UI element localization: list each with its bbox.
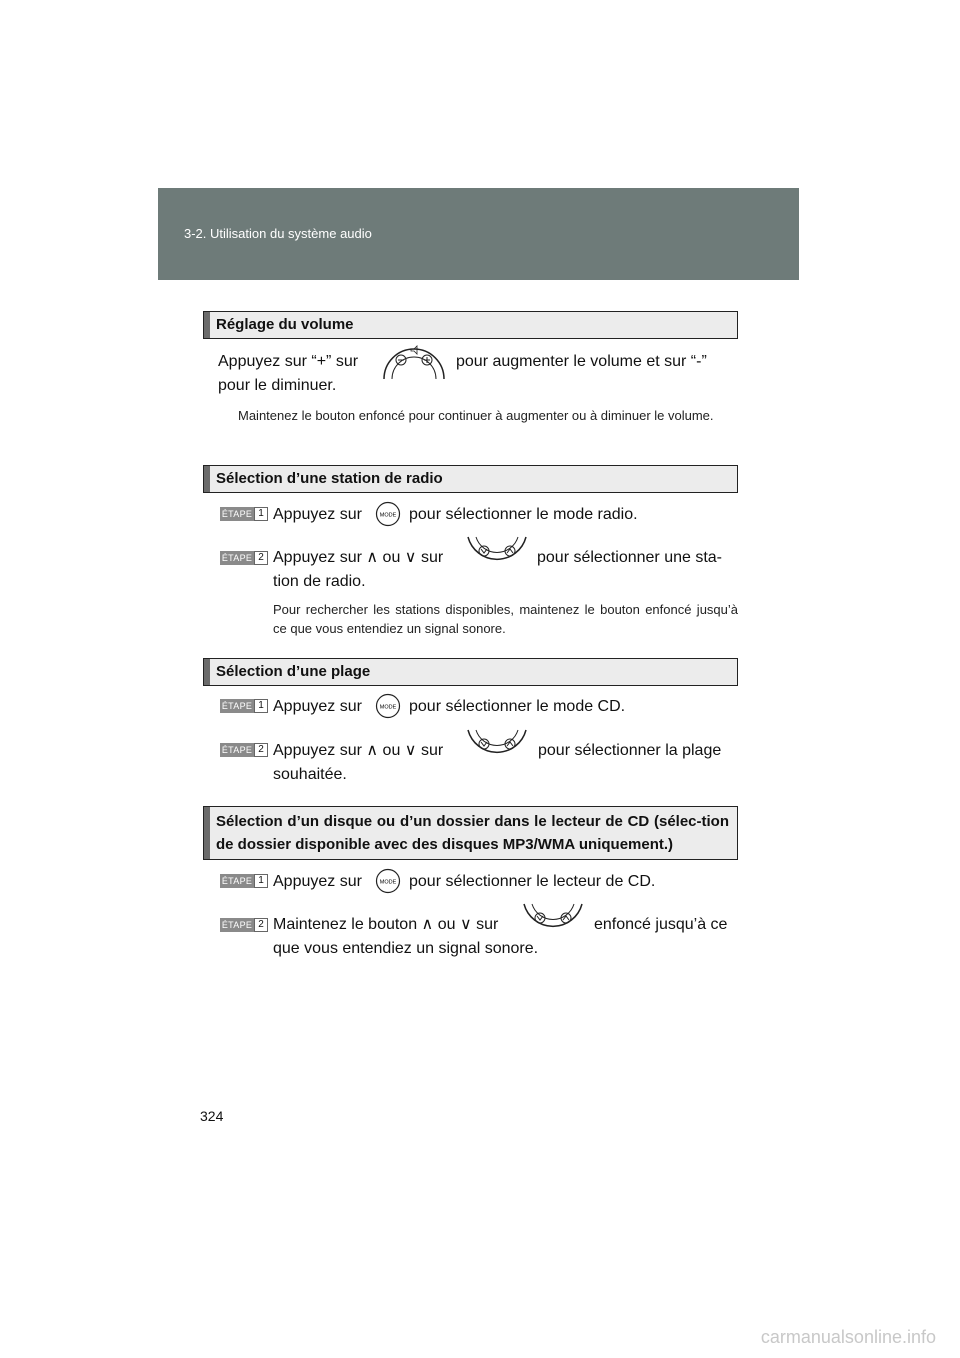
step-badge-2: [220, 743, 268, 757]
chapter-header: [158, 188, 799, 280]
step-badge-1: [220, 874, 268, 888]
track-step2-text-b: pour sélectionner la plage: [538, 742, 722, 759]
section-title-text: Sélection d’un disque ou d’un dossier dans le lecteur de CD (sélec-tion de dossier disponible avec des disques MP3/WMA uniquement.): [216, 813, 729, 853]
mode-button-icon: [375, 501, 401, 527]
volume-switch-icon: [382, 339, 446, 383]
svg-text:MODE: MODE: [379, 879, 397, 886]
step-number: 2: [254, 551, 268, 565]
step-badge-1: [220, 507, 268, 521]
track-step1-text-b: pour sélectionner le mode CD.: [409, 698, 626, 715]
folder-step2-text-c: que vous entendiez un signal sonore.: [273, 940, 539, 957]
section-title-track: [203, 658, 738, 686]
step-number: 1: [254, 874, 268, 888]
step-label: ÉTAPE: [221, 745, 253, 755]
radio-step2-text-c: tion de radio.: [273, 573, 366, 590]
svg-text:MODE: MODE: [379, 704, 397, 711]
page-number: 324: [200, 1108, 224, 1124]
step-badge-1: [220, 699, 268, 713]
step-number: 1: [254, 699, 268, 713]
step-badge-2: [220, 551, 268, 565]
volume-text-a: Appuyez sur “+” sur: [218, 353, 359, 370]
volume-text-c: pour le diminuer.: [218, 377, 337, 394]
track-step2-text-c: souhaitée.: [273, 766, 347, 783]
seek-switch-icon: [466, 535, 528, 577]
track-step2-text-a: Appuyez sur ∧ ou ∨ sur: [273, 742, 444, 759]
seek-switch-icon: [466, 728, 528, 770]
section-title-folder: [203, 806, 738, 860]
section-title-text: Sélection d’une plage: [216, 663, 371, 680]
volume-text-b: pour augmenter le volume et sur “-”: [456, 353, 707, 370]
section-title-radio: [203, 465, 738, 493]
mode-button-icon: [375, 693, 401, 719]
mode-button-icon: [375, 868, 401, 894]
watermark: carmanualsonline.info: [760, 1327, 936, 1347]
step-label: ÉTAPE: [221, 553, 253, 563]
folder-step1-text-a: Appuyez sur: [273, 873, 362, 890]
section-title-text: Sélection d’une station de radio: [216, 470, 443, 487]
step-number: 2: [254, 918, 268, 932]
step-label: ÉTAPE: [221, 509, 253, 519]
svg-text:MODE: MODE: [379, 512, 397, 519]
step-label: ÉTAPE: [221, 701, 253, 711]
folder-step1-text-b: pour sélectionner le lecteur de CD.: [409, 873, 656, 890]
track-step1-text-a: Appuyez sur: [273, 698, 362, 715]
step-number: 2: [254, 743, 268, 757]
step-badge-2: [220, 918, 268, 932]
radio-note: Pour rechercher les stations disponibles, maintenez le bouton enfoncé jusqu’à ce que vous entendiez un signal sonore.: [273, 602, 738, 636]
step-label: ÉTAPE: [221, 876, 253, 886]
section-title-text: Réglage du volume: [216, 316, 354, 333]
section-title-volume: [203, 311, 738, 339]
radio-step2-text-a: Appuyez sur ∧ ou ∨ sur: [273, 549, 444, 566]
step-label: ÉTAPE: [221, 920, 253, 930]
radio-step2-text-b: pour sélectionner une sta-: [537, 549, 722, 566]
radio-step1-text-b: pour sélectionner le mode radio.: [409, 506, 638, 523]
folder-step2-text-a: Maintenez le bouton ∧ ou ∨ sur: [273, 916, 499, 933]
step-number: 1: [254, 507, 268, 521]
volume-note: Maintenez le bouton enfoncé pour continuer à augmenter ou à diminuer le volume.: [238, 408, 714, 423]
breadcrumb: 3-2. Utilisation du système audio: [184, 226, 372, 241]
folder-step2-text-b: enfoncé jusqu’à ce: [594, 916, 728, 933]
radio-step1-text-a: Appuyez sur: [273, 506, 362, 523]
